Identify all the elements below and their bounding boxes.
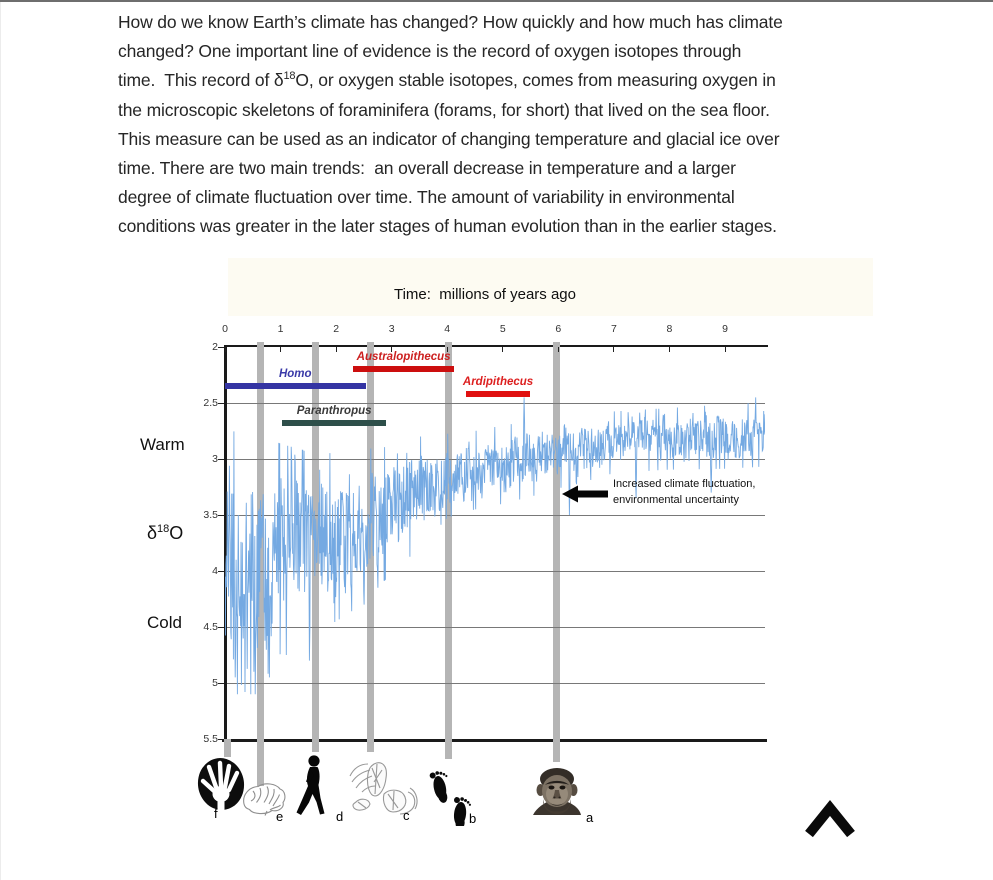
- y-tick-mark-5.5: [218, 739, 224, 740]
- bottom-axis-line: [222, 739, 767, 742]
- species-label-australopithecus: Australopithecus: [356, 351, 451, 364]
- hominin-face-icon: [529, 763, 585, 819]
- scroll-to-top-button[interactable]: [802, 799, 858, 841]
- x-tick-label-4: 4: [444, 323, 451, 335]
- y-tick-label-4.5: 4.5: [203, 621, 218, 633]
- y-tick-mark-4.5: [218, 627, 224, 628]
- x-tick-label-5: 5: [499, 323, 506, 335]
- x-tick-label-8: 8: [666, 323, 673, 335]
- x-tick-label-9: 9: [722, 323, 728, 335]
- paragraph-line: This measure can be used as an indicator of changing temperature and glacial ice over: [118, 128, 780, 149]
- y-tick-label-5: 5: [212, 677, 218, 689]
- marker-letter-b: b: [469, 811, 477, 826]
- x-tick-label-7: 7: [610, 323, 617, 335]
- x-tick-label-2: 2: [333, 323, 340, 335]
- species-label-paranthropus: Paranthropus: [296, 405, 372, 418]
- left-arrow-icon: [560, 483, 610, 505]
- annotation-line-1: Increased climate fluctuation,: [613, 478, 756, 490]
- y-tick-label-3: 3: [212, 453, 218, 465]
- x-tick-label-1: 1: [277, 323, 284, 335]
- paragraph-line: conditions was greater in the later stages of human evolution than in the earlier stages.: [118, 216, 777, 237]
- marker-letter-d: d: [336, 809, 344, 824]
- hand-stencil-icon: [196, 755, 246, 813]
- chevron-up-icon: [802, 799, 858, 841]
- marker-letter-e: e: [276, 809, 284, 824]
- annotation-line-2: environmental uncertainty: [613, 494, 739, 506]
- species-label-ardipithecus: Ardipithecus: [462, 376, 534, 389]
- marker-letter-c: c: [403, 808, 410, 823]
- delta18o-superscript: 18: [157, 523, 170, 535]
- intro-paragraph: [118, 8, 918, 242]
- chart-title: Time: millions of years ago: [393, 286, 576, 303]
- y-tick-mark-3.5: [218, 515, 224, 516]
- y-tick-label-5.5: 5.5: [203, 733, 218, 745]
- oxygen-symbol: O: [169, 523, 184, 543]
- paragraph-line: [118, 66, 918, 95]
- x-tick-label-3: 3: [388, 323, 395, 335]
- walking-hominin-icon: [296, 754, 336, 826]
- paragraph-line: the microscopic skeletons of foraminifera (forams, for short) that lived on the sea floor.: [118, 99, 770, 120]
- y-tick-label-2: 2: [212, 341, 218, 353]
- y-tick-label-4: 4: [212, 565, 218, 577]
- marker-letter-f: f: [214, 806, 218, 821]
- oxygen-isotope-line: [225, 347, 765, 739]
- y-tick-label-2.5: 2.5: [203, 397, 218, 409]
- y-tick-mark-5: [218, 683, 224, 684]
- y-tick-mark-3: [218, 459, 224, 460]
- y-tick-mark-4: [218, 571, 224, 572]
- delta18o-axis-label: [147, 523, 183, 544]
- delta-symbol: δ: [147, 523, 158, 543]
- y-tick-mark-2.5: [218, 403, 224, 404]
- warm-axis-label: Warm: [140, 435, 185, 454]
- y-tick-label-3.5: 3.5: [203, 509, 218, 521]
- x-tick-label-0: 0: [222, 323, 228, 335]
- species-label-homo: Homo: [278, 368, 312, 381]
- paragraph-line: How do we know Earth’s climate has changed? How quickly and how much has climate: [118, 12, 783, 32]
- paragraph-line: time. There are two main trends: an overall decrease in temperature and a larger: [118, 158, 736, 179]
- marker-letter-a: a: [586, 810, 594, 825]
- delta18o-superscript: 18: [283, 70, 296, 83]
- cold-axis-label: Cold: [147, 613, 182, 632]
- paragraph-line: degree of climate fluctuation over time. The amount of variability in environmental: [118, 187, 735, 208]
- paragraph-line: changed? One important line of evidence is the record of oxygen isotopes through: [118, 41, 742, 62]
- paragraph-line-text: time. This record of δ: [118, 70, 284, 91]
- paragraph-line-text: O, or oxygen stable isotopes, comes from measuring oxygen in: [295, 70, 776, 91]
- x-tick-label-6: 6: [555, 323, 562, 335]
- y-tick-mark-2: [218, 347, 224, 348]
